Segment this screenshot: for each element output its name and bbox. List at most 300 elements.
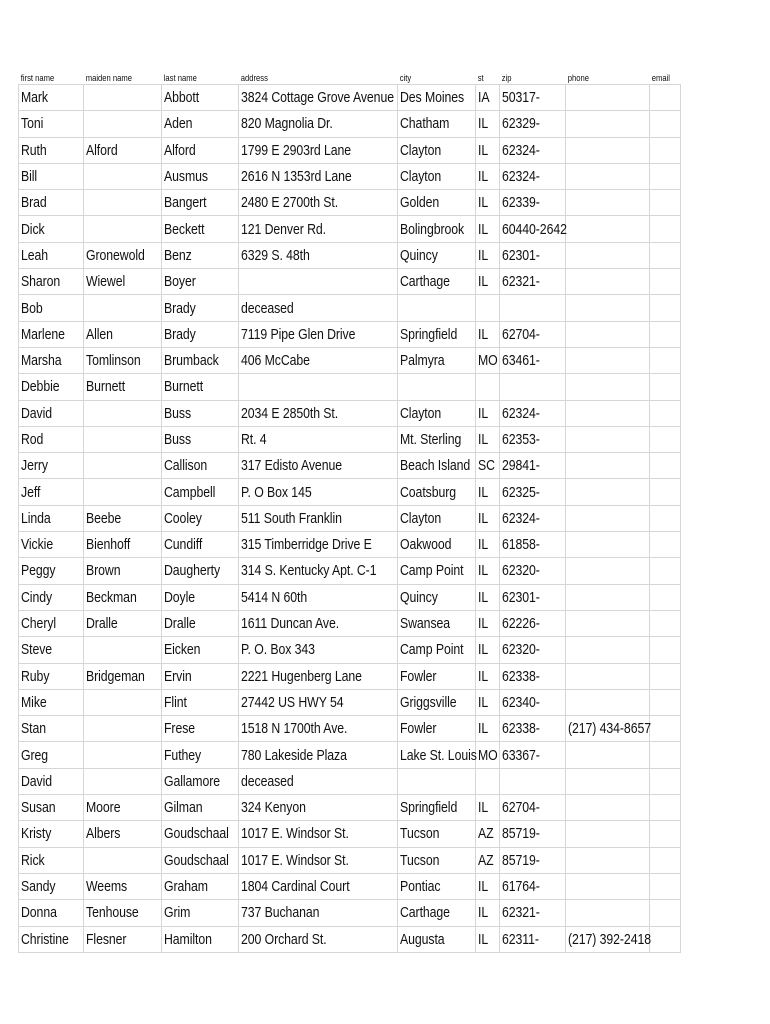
cell-city bbox=[398, 479, 476, 505]
cell-text-address: 314 S. Kentucky Apt. C-1 bbox=[241, 562, 377, 580]
cell-last bbox=[162, 163, 239, 189]
cell-text-last: Hamilton bbox=[164, 930, 212, 948]
cell-zip bbox=[500, 400, 566, 426]
cell-text-st: IL bbox=[478, 588, 489, 606]
column-header-st: st bbox=[477, 73, 484, 83]
column-header-last: last name bbox=[163, 73, 197, 83]
cell-maiden bbox=[84, 663, 162, 689]
cell-text-st: IL bbox=[478, 404, 489, 422]
cell-maiden bbox=[84, 479, 162, 505]
cell-address bbox=[239, 847, 398, 873]
cell-address bbox=[239, 400, 398, 426]
cell-address bbox=[239, 558, 398, 584]
cell-text-city: Griggsville bbox=[400, 693, 457, 711]
cell-zip bbox=[500, 532, 566, 558]
cell-text-city: Golden bbox=[400, 194, 440, 212]
cell-first bbox=[19, 926, 84, 952]
cell-phone bbox=[566, 505, 650, 531]
cell-address bbox=[239, 374, 398, 400]
cell-email bbox=[650, 347, 681, 373]
cell-email bbox=[650, 426, 681, 452]
cell-city bbox=[398, 453, 476, 479]
cell-city bbox=[398, 795, 476, 821]
cell-text-last: Campbell bbox=[164, 483, 216, 501]
cell-text-st: SC bbox=[478, 457, 495, 475]
cell-text-first: Bob bbox=[21, 299, 43, 317]
cell-maiden bbox=[84, 926, 162, 952]
table-row bbox=[19, 926, 681, 952]
cell-text-last: Buss bbox=[164, 431, 192, 448]
cell-text-first: Stan bbox=[21, 720, 46, 738]
cell-maiden bbox=[84, 295, 162, 321]
cell-phone bbox=[566, 689, 650, 715]
cell-text-last: Graham bbox=[164, 878, 208, 896]
cell-last bbox=[162, 821, 239, 847]
cell-text-last: Beckett bbox=[164, 220, 205, 238]
table-row bbox=[19, 663, 681, 689]
cell-text-st: IL bbox=[478, 220, 489, 238]
cell-st bbox=[476, 716, 500, 742]
roster-table bbox=[18, 68, 681, 953]
cell-st bbox=[476, 663, 500, 689]
table-row bbox=[19, 347, 681, 373]
table-row bbox=[19, 689, 681, 715]
cell-last bbox=[162, 400, 239, 426]
cell-email bbox=[650, 453, 681, 479]
cell-city bbox=[398, 742, 476, 768]
cell-text-zip: 62320- bbox=[502, 641, 540, 659]
cell-text-maiden: Weems bbox=[86, 878, 128, 896]
cell-city bbox=[398, 242, 476, 268]
header-row bbox=[19, 68, 681, 85]
cell-phone bbox=[566, 242, 650, 268]
cell-email bbox=[650, 716, 681, 742]
cell-email bbox=[650, 400, 681, 426]
cell-text-first: Dick bbox=[21, 220, 45, 238]
cell-city bbox=[398, 190, 476, 216]
table-row bbox=[19, 216, 681, 242]
cell-text-last: Burnett bbox=[164, 378, 204, 396]
cell-maiden bbox=[84, 163, 162, 189]
cell-city bbox=[398, 269, 476, 295]
cell-email bbox=[650, 216, 681, 242]
cell-phone bbox=[566, 558, 650, 584]
cell-text-first: Susan bbox=[21, 799, 56, 817]
cell-zip bbox=[500, 453, 566, 479]
cell-maiden bbox=[84, 584, 162, 610]
cell-last bbox=[162, 374, 239, 400]
table-row bbox=[19, 716, 681, 742]
cell-zip bbox=[500, 558, 566, 584]
cell-text-last: Grim bbox=[164, 904, 191, 922]
cell-address bbox=[239, 742, 398, 768]
cell-city bbox=[398, 610, 476, 636]
cell-text-city: Quincy bbox=[400, 246, 438, 264]
cell-maiden bbox=[84, 347, 162, 373]
cell-last bbox=[162, 742, 239, 768]
cell-zip bbox=[500, 821, 566, 847]
cell-city bbox=[398, 111, 476, 137]
cell-text-maiden: Wiewel bbox=[86, 273, 126, 291]
cell-text-city: Springfield bbox=[400, 799, 458, 817]
cell-first bbox=[19, 269, 84, 295]
cell-text-address: 27442 US HWY 54 bbox=[241, 693, 344, 711]
cell-phone bbox=[566, 111, 650, 137]
cell-text-first: Debbie bbox=[21, 378, 60, 396]
cell-text-address: 511 South Franklin bbox=[241, 509, 342, 527]
cell-text-last: Cundiff bbox=[164, 536, 203, 554]
column-header-first: first name bbox=[20, 73, 54, 83]
cell-text-zip: 62324- bbox=[502, 141, 540, 159]
table-row bbox=[19, 111, 681, 137]
cell-text-last: Brady bbox=[164, 299, 196, 317]
cell-city bbox=[398, 689, 476, 715]
cell-address bbox=[239, 85, 398, 111]
cell-text-last: Eicken bbox=[164, 641, 201, 659]
cell-text-address: 1017 E. Windsor St. bbox=[241, 851, 349, 869]
cell-text-zip: 85719- bbox=[502, 825, 540, 843]
column-header-address: address bbox=[240, 73, 268, 83]
cell-email bbox=[650, 610, 681, 636]
cell-address bbox=[239, 637, 398, 663]
cell-phone bbox=[566, 190, 650, 216]
cell-email bbox=[650, 742, 681, 768]
cell-text-first: Mike bbox=[21, 693, 47, 711]
cell-first bbox=[19, 768, 84, 794]
cell-st bbox=[476, 847, 500, 873]
cell-maiden bbox=[84, 242, 162, 268]
cell-text-first: Leah bbox=[21, 246, 49, 264]
cell-st bbox=[476, 584, 500, 610]
cell-st bbox=[476, 400, 500, 426]
cell-text-st: IL bbox=[478, 562, 489, 580]
cell-zip bbox=[500, 295, 566, 321]
cell-text-first: Christine bbox=[21, 930, 69, 948]
cell-phone bbox=[566, 532, 650, 558]
cell-city bbox=[398, 505, 476, 531]
cell-last bbox=[162, 716, 239, 742]
cell-email bbox=[650, 269, 681, 295]
cell-st bbox=[476, 637, 500, 663]
cell-address bbox=[239, 242, 398, 268]
cell-city bbox=[398, 137, 476, 163]
cell-zip bbox=[500, 426, 566, 452]
cell-last bbox=[162, 873, 239, 899]
cell-phone bbox=[566, 137, 650, 163]
table-row bbox=[19, 163, 681, 189]
cell-phone bbox=[566, 269, 650, 295]
cell-text-address: 2034 E 2850th St. bbox=[241, 404, 339, 422]
cell-email bbox=[650, 190, 681, 216]
cell-text-address: 6329 S. 48th bbox=[241, 246, 310, 264]
column-header-maiden: maiden name bbox=[85, 73, 132, 83]
cell-zip bbox=[500, 689, 566, 715]
cell-st bbox=[476, 742, 500, 768]
cell-zip bbox=[500, 190, 566, 216]
cell-email bbox=[650, 137, 681, 163]
cell-st bbox=[476, 558, 500, 584]
cell-zip bbox=[500, 85, 566, 111]
cell-maiden bbox=[84, 505, 162, 531]
cell-first bbox=[19, 795, 84, 821]
cell-phone bbox=[566, 795, 650, 821]
cell-phone bbox=[566, 426, 650, 452]
cell-address bbox=[239, 453, 398, 479]
cell-text-last: Aden bbox=[164, 115, 193, 133]
cell-first bbox=[19, 295, 84, 321]
cell-text-st: IL bbox=[478, 904, 489, 922]
cell-text-city: Palmyra bbox=[400, 352, 445, 370]
cell-zip bbox=[500, 847, 566, 873]
cell-text-st: IL bbox=[478, 878, 489, 896]
cell-address bbox=[239, 479, 398, 505]
cell-first bbox=[19, 584, 84, 610]
cell-text-maiden: Burnett bbox=[86, 378, 126, 396]
cell-address bbox=[239, 926, 398, 952]
table-row bbox=[19, 795, 681, 821]
cell-maiden bbox=[84, 900, 162, 926]
table-row bbox=[19, 558, 681, 584]
cell-maiden bbox=[84, 269, 162, 295]
cell-text-last: Abbott bbox=[164, 89, 200, 107]
cell-text-last: Brumback bbox=[164, 352, 219, 370]
cell-address bbox=[239, 163, 398, 189]
cell-first bbox=[19, 163, 84, 189]
table-row bbox=[19, 637, 681, 663]
cell-text-first: Kristy bbox=[21, 825, 52, 843]
cell-maiden bbox=[84, 400, 162, 426]
table-row bbox=[19, 242, 681, 268]
cell-text-st: IL bbox=[478, 483, 489, 501]
table-row bbox=[19, 190, 681, 216]
cell-zip bbox=[500, 374, 566, 400]
cell-st bbox=[476, 610, 500, 636]
cell-first bbox=[19, 900, 84, 926]
cell-city bbox=[398, 163, 476, 189]
cell-st bbox=[476, 479, 500, 505]
cell-text-last: Alford bbox=[164, 141, 196, 159]
cell-first bbox=[19, 321, 84, 347]
cell-email bbox=[650, 873, 681, 899]
cell-email bbox=[650, 85, 681, 111]
cell-text-st: IL bbox=[478, 141, 489, 159]
cell-city bbox=[398, 768, 476, 794]
cell-zip bbox=[500, 900, 566, 926]
cell-text-zip: 62704- bbox=[502, 325, 540, 343]
cell-city bbox=[398, 216, 476, 242]
cell-st bbox=[476, 795, 500, 821]
cell-text-maiden: Flesner bbox=[86, 930, 127, 948]
cell-maiden bbox=[84, 637, 162, 663]
cell-maiden bbox=[84, 610, 162, 636]
cell-text-address: 324 Kenyon bbox=[241, 799, 306, 817]
cell-zip bbox=[500, 663, 566, 689]
cell-text-address: 317 Edisto Avenue bbox=[241, 457, 342, 475]
cell-address bbox=[239, 610, 398, 636]
cell-city bbox=[398, 321, 476, 347]
cell-address bbox=[239, 347, 398, 373]
cell-address bbox=[239, 716, 398, 742]
cell-last bbox=[162, 505, 239, 531]
cell-text-last: Daugherty bbox=[164, 562, 221, 580]
cell-city bbox=[398, 295, 476, 321]
cell-text-address: 2221 Hugenberg Lane bbox=[241, 667, 362, 685]
cell-text-first: Cindy bbox=[21, 588, 53, 606]
cell-text-city: Des Moines bbox=[400, 89, 465, 107]
cell-text-first: Steve bbox=[21, 641, 53, 659]
cell-text-city: Augusta bbox=[400, 930, 445, 948]
cell-text-address: 1611 Duncan Ave. bbox=[241, 615, 340, 633]
cell-text-st: AZ bbox=[478, 851, 494, 869]
cell-email bbox=[650, 637, 681, 663]
cell-text-first: Rick bbox=[21, 851, 45, 869]
cell-first bbox=[19, 689, 84, 715]
cell-phone bbox=[566, 163, 650, 189]
cell-text-city: Camp Point bbox=[400, 641, 464, 659]
cell-text-last: Boyer bbox=[164, 273, 196, 291]
cell-phone bbox=[566, 716, 650, 742]
cell-zip bbox=[500, 216, 566, 242]
cell-text-maiden: Albers bbox=[86, 825, 121, 843]
cell-text-maiden: Alford bbox=[86, 141, 118, 159]
cell-text-last: Brady bbox=[164, 325, 196, 343]
column-header-city: city bbox=[399, 73, 411, 83]
cell-text-last: Callison bbox=[164, 457, 208, 475]
cell-text-city: Clayton bbox=[400, 509, 442, 527]
cell-text-first: Mark bbox=[21, 89, 49, 107]
cell-text-zip: 62325- bbox=[502, 483, 540, 501]
cell-text-maiden: Gronewold bbox=[86, 246, 145, 264]
table-row bbox=[19, 742, 681, 768]
cell-text-zip: 60440-2642 bbox=[502, 220, 567, 238]
cell-address bbox=[239, 111, 398, 137]
cell-text-st: IL bbox=[478, 641, 489, 659]
cell-zip bbox=[500, 637, 566, 663]
cell-text-zip: 62704- bbox=[502, 799, 540, 817]
cell-phone bbox=[566, 847, 650, 873]
cell-first bbox=[19, 426, 84, 452]
cell-phone bbox=[566, 584, 650, 610]
cell-text-zip: 63461- bbox=[502, 352, 540, 370]
cell-text-last: Buss bbox=[164, 404, 192, 422]
cell-text-city: Oakwood bbox=[400, 536, 452, 554]
cell-text-address: 737 Buchanan bbox=[241, 904, 320, 922]
cell-zip bbox=[500, 347, 566, 373]
cell-first bbox=[19, 242, 84, 268]
roster-sheet bbox=[18, 68, 680, 953]
cell-last bbox=[162, 768, 239, 794]
cell-text-first: Linda bbox=[21, 509, 51, 527]
cell-text-zip: 62321- bbox=[502, 904, 540, 922]
cell-maiden bbox=[84, 321, 162, 347]
cell-email bbox=[650, 242, 681, 268]
cell-text-st: IL bbox=[478, 431, 489, 448]
cell-text-zip: 62338- bbox=[502, 667, 540, 685]
cell-city bbox=[398, 584, 476, 610]
cell-text-city: Clayton bbox=[400, 168, 442, 186]
cell-st bbox=[476, 295, 500, 321]
cell-first bbox=[19, 610, 84, 636]
cell-address bbox=[239, 295, 398, 321]
cell-city bbox=[398, 847, 476, 873]
cell-text-first: Marsha bbox=[21, 352, 62, 370]
cell-email bbox=[650, 689, 681, 715]
cell-text-maiden: Beckman bbox=[86, 588, 137, 606]
cell-last bbox=[162, 321, 239, 347]
cell-last bbox=[162, 584, 239, 610]
cell-first bbox=[19, 821, 84, 847]
cell-text-address: 780 Lakeside Plaza bbox=[241, 746, 347, 764]
cell-address bbox=[239, 426, 398, 452]
cell-zip bbox=[500, 768, 566, 794]
cell-first bbox=[19, 558, 84, 584]
cell-text-first: Ruby bbox=[21, 667, 50, 685]
cell-text-last: Goudschaal bbox=[164, 825, 229, 843]
cell-phone bbox=[566, 637, 650, 663]
table-row bbox=[19, 532, 681, 558]
table-row bbox=[19, 295, 681, 321]
cell-city bbox=[398, 663, 476, 689]
cell-text-maiden: Brown bbox=[86, 562, 121, 580]
cell-text-maiden: Bridgeman bbox=[86, 667, 145, 685]
table-row bbox=[19, 426, 681, 452]
cell-text-first: David bbox=[21, 772, 53, 790]
cell-address bbox=[239, 190, 398, 216]
cell-last bbox=[162, 295, 239, 321]
cell-text-zip: 62338- bbox=[502, 720, 540, 738]
column-header-zip: zip bbox=[501, 73, 511, 83]
cell-text-last: Ausmus bbox=[164, 168, 208, 186]
cell-maiden bbox=[84, 426, 162, 452]
column-header-email: email bbox=[651, 73, 670, 83]
cell-text-last: Gallamore bbox=[164, 772, 221, 790]
cell-first bbox=[19, 742, 84, 768]
cell-text-address: 2616 N 1353rd Lane bbox=[241, 168, 352, 186]
cell-text-city: Tucson bbox=[400, 851, 440, 869]
cell-text-zip: 62324- bbox=[502, 509, 540, 527]
cell-st bbox=[476, 163, 500, 189]
cell-text-address: 200 Orchard St. bbox=[241, 930, 327, 948]
cell-phone bbox=[566, 610, 650, 636]
cell-address bbox=[239, 505, 398, 531]
cell-text-st: IL bbox=[478, 194, 489, 212]
table-row bbox=[19, 269, 681, 295]
cell-city bbox=[398, 926, 476, 952]
cell-text-city: Pontiac bbox=[400, 878, 441, 896]
cell-phone bbox=[566, 873, 650, 899]
cell-last bbox=[162, 85, 239, 111]
cell-first bbox=[19, 374, 84, 400]
cell-st bbox=[476, 321, 500, 347]
cell-text-st: IL bbox=[478, 115, 489, 133]
cell-address bbox=[239, 900, 398, 926]
cell-text-address: 406 McCabe bbox=[241, 352, 310, 370]
cell-zip bbox=[500, 321, 566, 347]
cell-city bbox=[398, 347, 476, 373]
cell-address bbox=[239, 663, 398, 689]
table-row bbox=[19, 374, 681, 400]
cell-first bbox=[19, 716, 84, 742]
cell-maiden bbox=[84, 716, 162, 742]
table-row bbox=[19, 584, 681, 610]
cell-text-city: Carthage bbox=[400, 904, 450, 922]
cell-last bbox=[162, 847, 239, 873]
cell-text-first: Sandy bbox=[21, 878, 56, 896]
cell-first bbox=[19, 400, 84, 426]
cell-text-address: P. O. Box 343 bbox=[241, 641, 315, 659]
cell-text-first: Rod bbox=[21, 431, 44, 448]
cell-st bbox=[476, 111, 500, 137]
